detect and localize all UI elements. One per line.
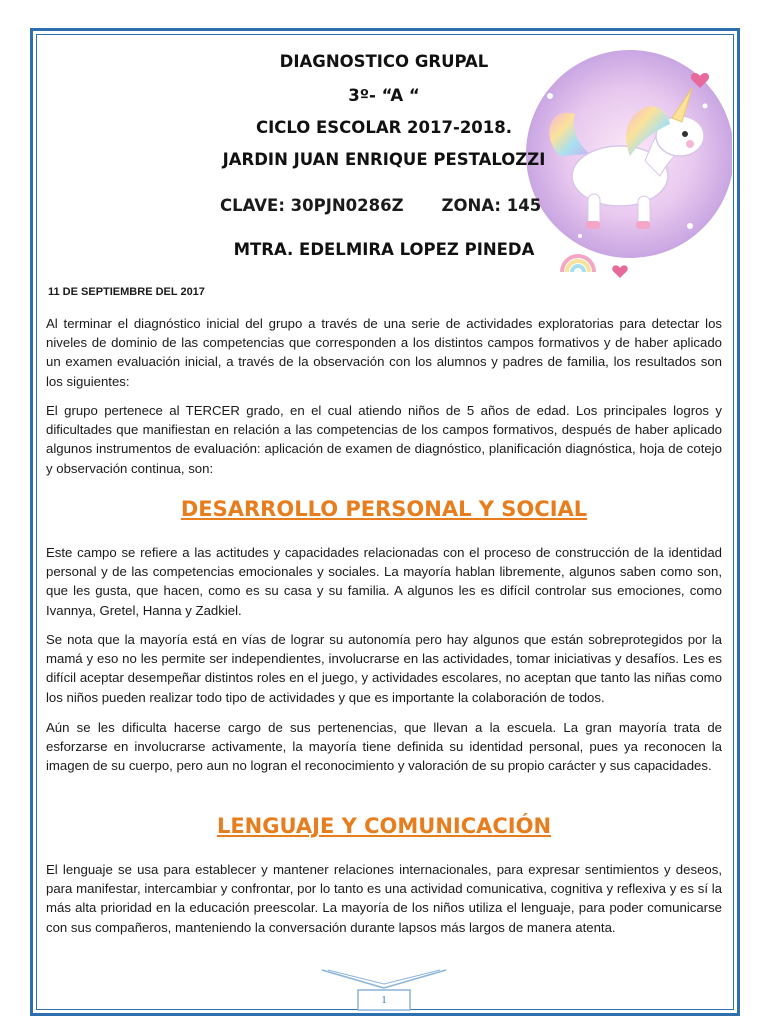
teacher-name: MTRA. EDELMIRA LOPEZ PINEDA (233, 240, 535, 259)
school-code: CLAVE: 30PJN0286Z (220, 196, 404, 215)
section-paragraph: Este campo se refiere a las actitudes y capacidades relacionadas con el proceso de construcción de la identidad personal y de las competencias emocionales y sociales. La mayoría hablan libremente, algunos saben como son, que les gusta, que hacen, como es su casa y su familia. A algunos les es difícil controlar sus emociones, como Ivannya, Gretel, Hanna y Zadkiel. (46, 545, 722, 618)
section-title-language: LENGUAJE Y COMUNICACIÓN (216, 814, 552, 838)
intro-paragraph-2: El grupo pertenece al TERCER grado, en el cual atiendo niños de 5 años de edad. Los principales logros y dificultades que manifiestan en relación a las competencias de los campos formativos, después de haber aplicado algunos instrumentos de evaluación: aplicación de examen de diagnóstico, planificación diagnóstica, hoja de cotejo y observación continua, son: (46, 403, 722, 476)
intro-paragraph-1: Al terminar el diagnóstico inicial del grupo a través de una serie de actividades exploratorias para detectar los niveles de dominio de las competencias que corresponden a los distintos campos formativos y de haber aplicado un examen evaluación inicial, a través de la observación con los alumnos y padres de familia, los resultados son los siguientes: (46, 316, 722, 389)
section-title-personal-social: DESARROLLO PERSONAL Y SOCIAL (180, 497, 588, 521)
clave-zona-row (220, 196, 541, 215)
school-cycle: CICLO ESCOLAR 2017-2018. (255, 118, 513, 137)
page-number: 1 (381, 995, 387, 1006)
section-paragraph: Aún se les dificulta hacerse cargo de sus pertenencias, que llevan a la escuela. La gran mayoría trata de esforzarse en involucrarse activamente, la mayoría tiene definida su identidad personal, pues ya reconocen la imagen de su cuerpo, pero aun no logran el reconocimiento y valoración de su propio carácter y sus capacidades. (46, 720, 722, 774)
section-paragraph: Se nota que la mayoría está en vías de lograr su autonomía pero hay algunos que están sobreprotegidos por la mamá y eso no les permite ser independientes, involucrarse en las actividades, tomar iniciativas y desafíos. Les es difícil aceptar desempeñar distintos roles en el juego, y actividades escolares, no aceptan que tanto las niñas como los niños pueden realizar todo tipo de actividades y que es importante la colaboración de todos. (46, 632, 722, 705)
school-zone: ZONA: 145 (441, 196, 542, 215)
group-grade: 3º- “A “ (348, 86, 420, 105)
document-date: 11 DE SEPTIEMBRE DEL 2017 (48, 286, 205, 298)
section-paragraph: El lenguaje se usa para establecer y mantener relaciones internacionales, para expresar sentimientos y deseos, para manifestar, intercambiar y confrontar, por lo tanto es una actividad comunicativa, cognitiva y reflexiva y es sí la más alta prioridad en la educación preescolar. La mayoría de los niños utiliza el lenguaje, para poder comunicarse con sus compañeros, manteniendo la conversación durante lapsos más largos de manera atenta. (46, 862, 722, 935)
school-name: JARDIN JUAN ENRIQUE PESTALOZZI (222, 150, 546, 169)
document-title: DIAGNOSTICO GRUPAL (279, 52, 489, 71)
